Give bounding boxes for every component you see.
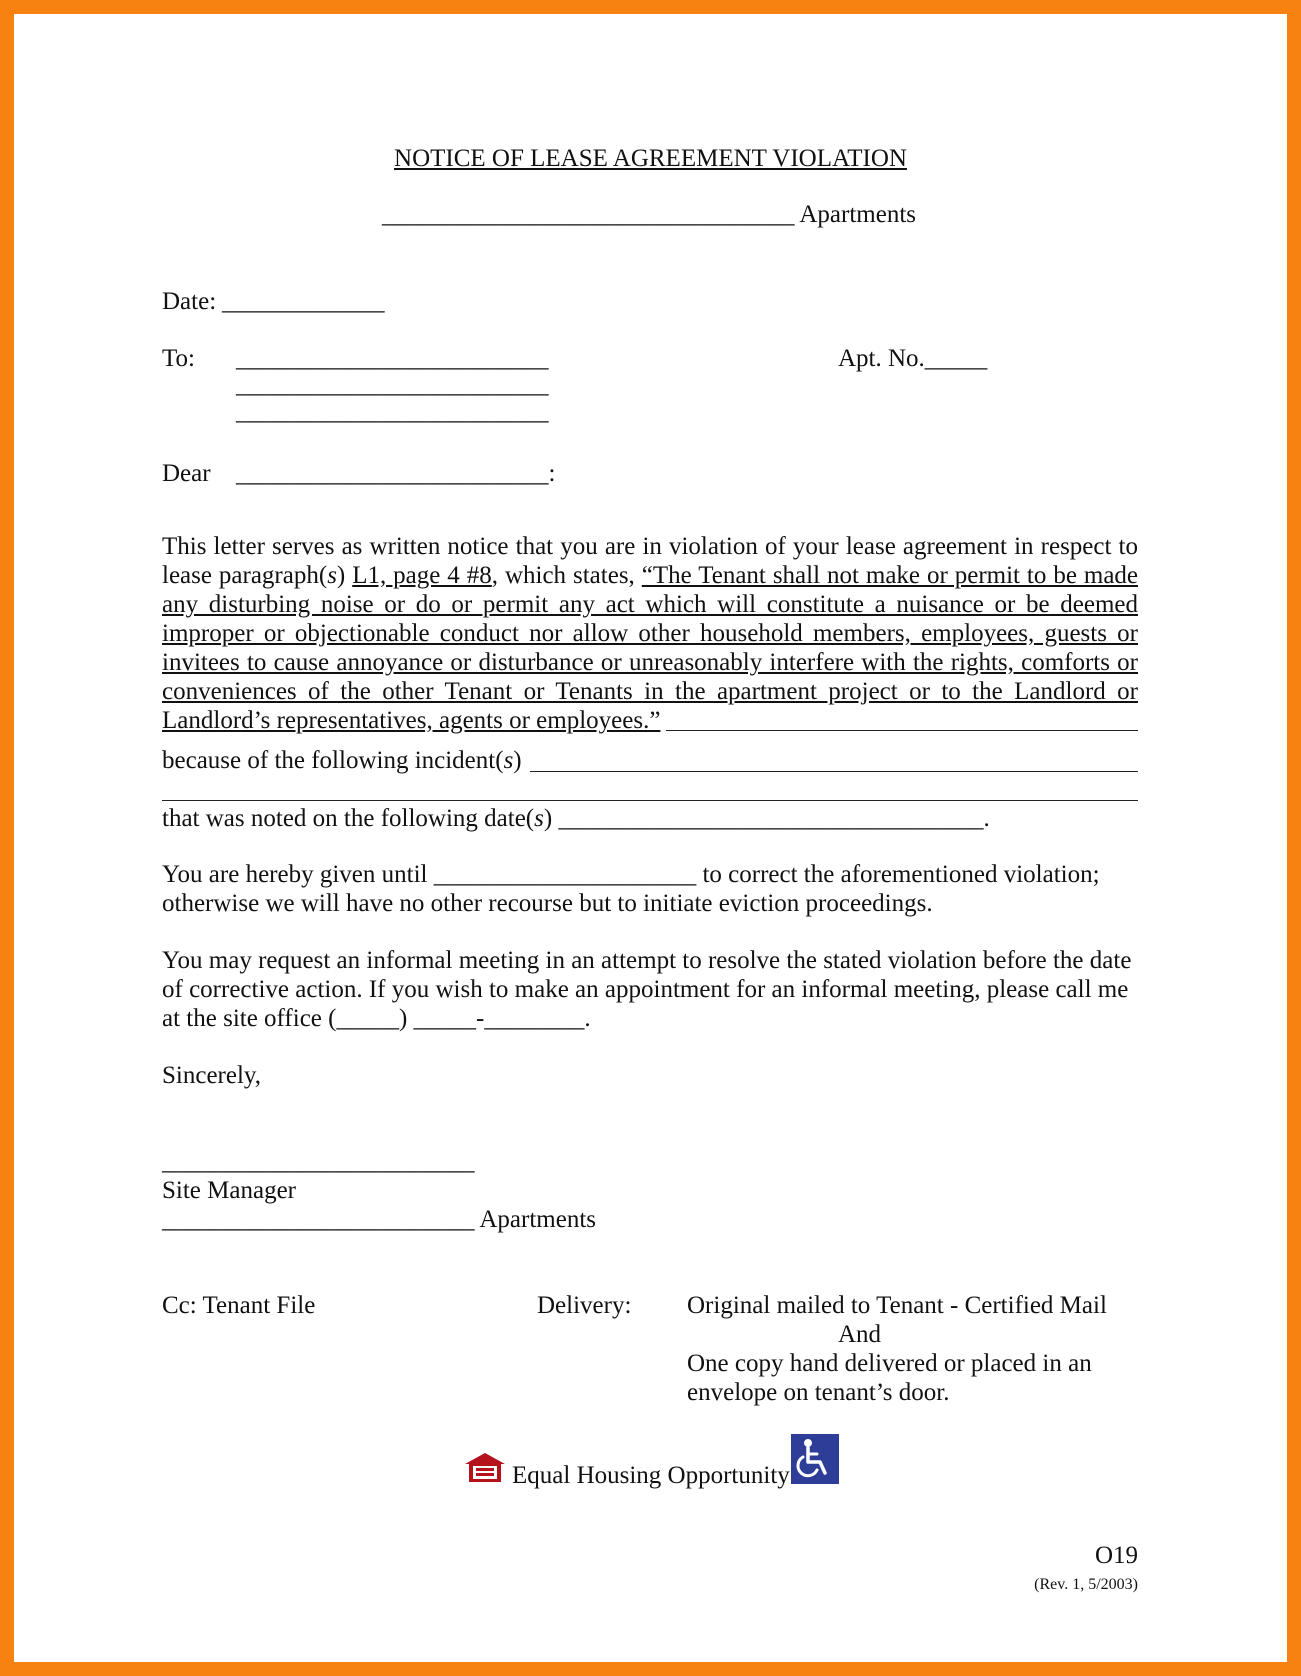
incident-line-2: [162, 800, 1138, 801]
apartments-signoff: [162, 1205, 596, 1235]
intro-text: This letter serves as written notice that you are in violation of your lease agreement in respect to lease paragraph(: [162, 533, 1138, 589]
meeting-line-1: You may request an informal meeting in an attempt to resolve the stated violation before the date: [162, 947, 1132, 974]
closing: Sincerely,: [162, 1062, 262, 1089]
dear-label: Dear: [162, 460, 211, 487]
incident-label: because of the following incident(s): [162, 747, 522, 774]
document-title: NOTICE OF LEASE AGREEMENT VIOLATION: [394, 145, 907, 172]
apartments-name-line: _________________________________ Apartments: [382, 201, 917, 228]
date-noted-blank: __________________________________.: [558, 805, 990, 832]
date-label: Date:: [162, 288, 217, 315]
to-label: To:: [162, 345, 195, 372]
intro-s: s: [327, 562, 337, 589]
signature-blank: _________________________: [162, 1148, 475, 1175]
delivery-label: Delivery:: [537, 1292, 632, 1319]
to-blank-1: _________________________: [236, 345, 549, 372]
delivery-line-1: Original mailed to Tenant - Certified Mail: [687, 1292, 1107, 1319]
intro-close: ): [336, 562, 346, 589]
form-number: O19: [1094, 1542, 1138, 1569]
site-manager-label: Site Manager: [162, 1177, 296, 1204]
given-until-line: You are hereby given until _____________________ to correct the aforementioned violation;: [162, 861, 1100, 888]
lease-quote: “The Tenant shall not make or permit to be made any disturbing noise or do or permit any act which will constitute a nuisance or be deemed improper or objectionable conduct nor allow other household members, employees, guests or invitees to cause annoyance or disturbance or unreasonably interfere with the rights, comforts or conveniences of the other Tenant or Tenants in the apartment project or to the Landlord or Landlord’s representatives, agents or employees.”: [162, 562, 1139, 734]
date-noted-label: that was noted on the following date(s) __________________________________.: [162, 805, 990, 832]
to-blank-2: _________________________: [236, 371, 549, 398]
date-blank: _____________: [222, 288, 385, 315]
delivery-line-3: envelope on tenant’s door.: [687, 1379, 950, 1406]
equal-housing-text: Equal Housing Opportunity: [512, 1462, 790, 1489]
given-until-blank: _____________________: [433, 861, 697, 888]
violation-paragraph: [162, 532, 1138, 735]
apt-number: Apt. No._____: [838, 345, 988, 372]
apartments-blank: _________________________: [162, 1206, 475, 1233]
quote-trailing-line: [666, 730, 1138, 731]
cc-line: Cc: Tenant File: [162, 1292, 316, 1319]
revision-note: (Rev. 1, 5/2003): [1034, 1576, 1138, 1593]
apartments-word: Apartments: [479, 1206, 597, 1233]
delivery-and: And: [838, 1321, 882, 1348]
delivery-line-2: One copy hand delivered or placed in an: [687, 1350, 1092, 1377]
meeting-line-3: at the site office (_____) _____-________.: [162, 1005, 591, 1032]
accessibility-icon: [791, 1434, 839, 1484]
equal-housing-icon: [464, 1452, 506, 1484]
dear-blank: _________________________:: [236, 460, 556, 487]
incident-line-1: [530, 771, 1138, 772]
which-states: , which states,: [491, 562, 642, 589]
meeting-line-2: of corrective action. If you wish to make an appointment for an informal meeting, please call me: [162, 976, 1129, 1003]
to-blank-3: _________________________: [236, 398, 549, 425]
lease-reference: L1, page 4 #8: [352, 562, 492, 589]
given-until-line-2: otherwise we will have no other recourse but to initiate eviction proceedings.: [162, 890, 933, 917]
